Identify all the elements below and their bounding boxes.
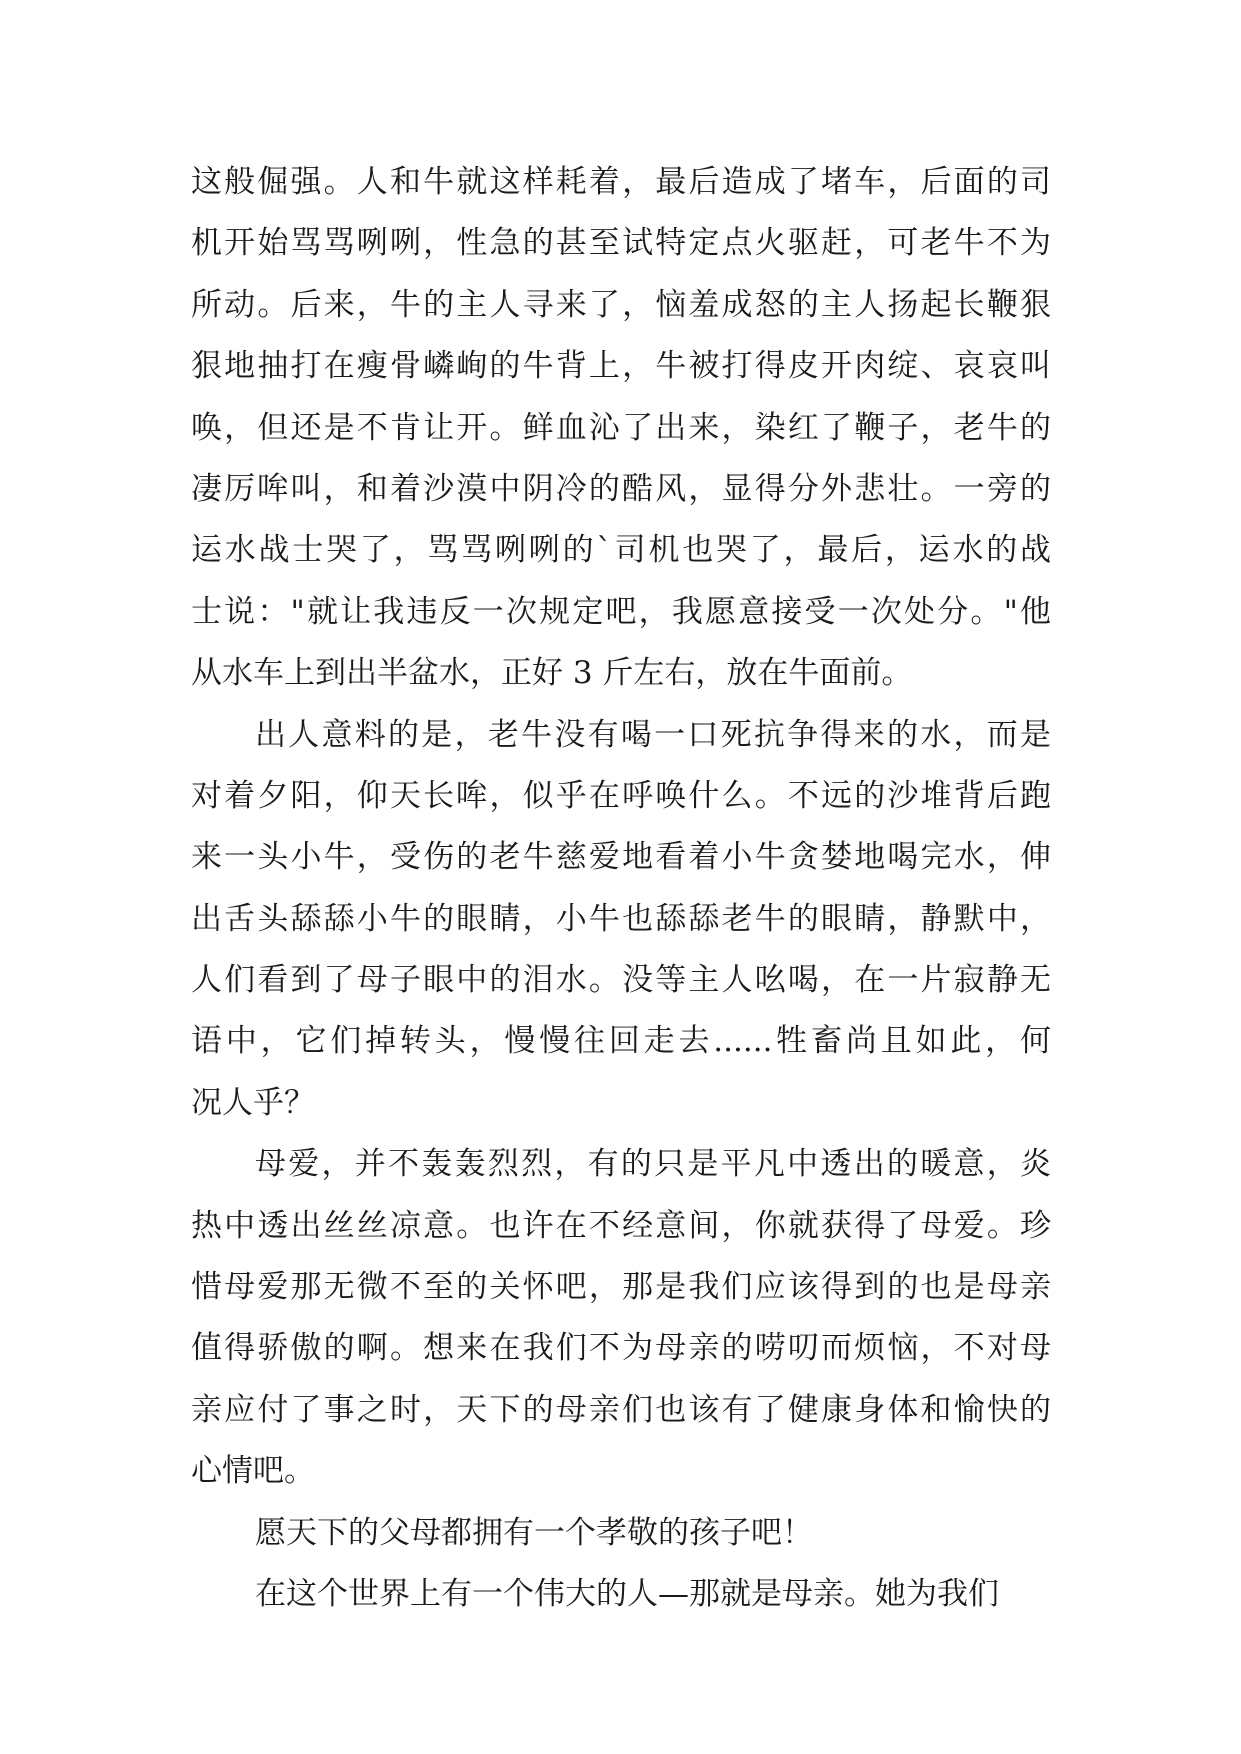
paragraph-start-line: 出人意料的是，老牛没有喝一口死抗争得来的水，而是 (255, 716, 1051, 753)
text-line: 来一头小牛，受伤的老牛慈爱地看着小牛贪婪地喝完水，伸 (191, 839, 1051, 876)
text-line: 唤，但还是不肯让开。鲜血沁了出来，染红了鞭子，老牛的 (191, 409, 1051, 446)
paragraph-start-line: 在这个世界上有一个伟大的人—那就是母亲。她为我们 (255, 1575, 999, 1612)
text-line: 出舌头舔舔小牛的眼睛，小牛也舔舔老牛的眼睛，静默中， (191, 900, 1051, 937)
text-line: 对着夕阳，仰天长哞，似乎在呼唤什么。不远的沙堆背后跑 (191, 777, 1051, 814)
text-line: 从水车上到出半盆水，正好 3 斤左右，放在牛面前。 (191, 655, 913, 692)
paragraph-start-line: 母爱，并不轰轰烈烈，有的只是平凡中透出的暖意，炎 (255, 1146, 1051, 1183)
text-line: 机开始骂骂咧咧，性急的甚至试特定点火驱赶，可老牛不为 (191, 225, 1051, 262)
paragraph-start-line: 愿天下的父母都拥有一个孝敬的孩子吧！ (255, 1514, 813, 1551)
text-line: 凄厉哞叫，和着沙漠中阴冷的酷风，显得分外悲壮。一旁的 (191, 470, 1051, 507)
text-line: 士说："就让我违反一次规定吧，我愿意接受一次处分。"他 (191, 593, 1051, 630)
text-line: 这般倔强。人和牛就这样耗着，最后造成了堵车，后面的司 (191, 164, 1051, 200)
text-line: 运水战士哭了，骂骂咧咧的`司机也哭了，最后，运水的战 (191, 532, 1051, 569)
text-line: 况人乎？ (191, 1084, 315, 1121)
text-line: 心情吧。 (191, 1453, 315, 1490)
text-line: 热中透出丝丝凉意。也许在不经意间，你就获得了母爱。珍 (191, 1207, 1051, 1244)
document-body (191, 152, 1051, 1625)
text-line: 惜母爱那无微不至的关怀吧，那是我们应该得到的也是母亲 (191, 1269, 1051, 1306)
text-line: 亲应付了事之时，天下的母亲们也该有了健康身体和愉快的 (191, 1391, 1051, 1428)
text-line: 所动。后来，牛的主人寻来了，恼羞成怒的主人扬起长鞭狠 (191, 286, 1051, 323)
text-line: 语中，它们掉转头，慢慢往回走去......牲畜尚且如此，何 (191, 1023, 1051, 1060)
text-line: 狠地抽打在瘦骨嶙峋的牛背上，牛被打得皮开肉绽、哀哀叫 (191, 348, 1051, 385)
text-line: 值得骄傲的啊。想来在我们不为母亲的唠叨而烦恼，不对母 (191, 1330, 1051, 1367)
text-line: 人们看到了母子眼中的泪水。没等主人吆喝，在一片寂静无 (191, 962, 1051, 999)
